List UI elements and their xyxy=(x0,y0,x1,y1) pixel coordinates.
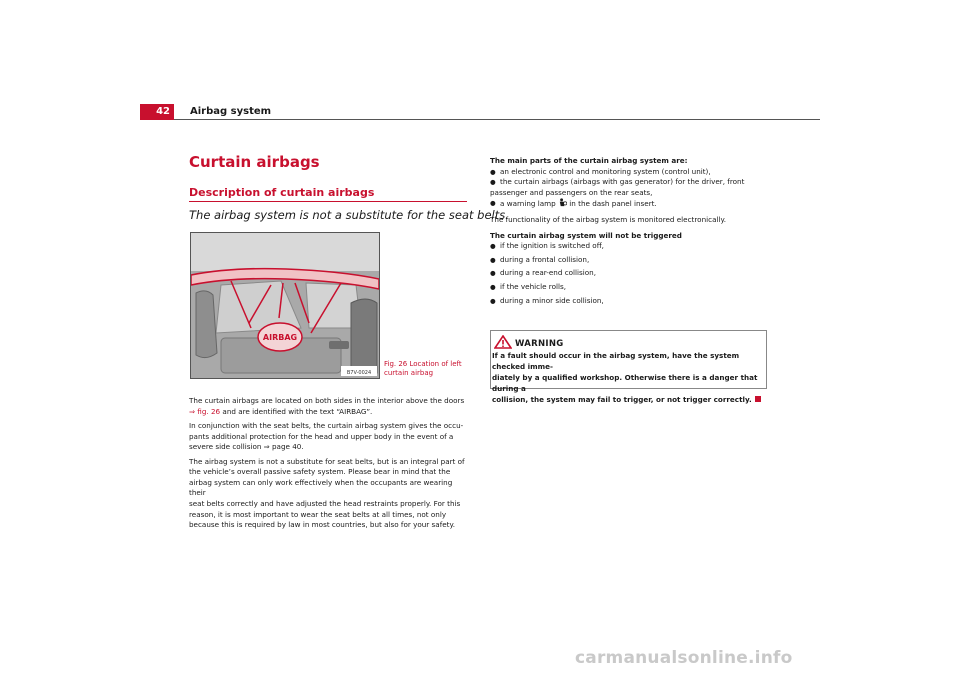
header-rule xyxy=(174,119,820,120)
paragraph xyxy=(189,396,469,417)
text-line: diately by a qualified workshop. Otherwise there is a danger that during a xyxy=(492,373,758,393)
list-item: ● during a minor side collision, xyxy=(490,296,770,307)
left-column xyxy=(189,396,469,535)
figure-caption xyxy=(384,360,462,378)
car-interior-illustration xyxy=(191,233,379,378)
text-line: and are identified with the text “AIRBAG”. xyxy=(220,406,373,416)
right-column xyxy=(490,156,770,306)
airbag-label: AIRBAG xyxy=(262,333,298,342)
list-item xyxy=(490,198,770,210)
caption-line: Fig. 26 Location of left xyxy=(384,360,462,368)
list-item: ● if the vehicle rolls, xyxy=(490,282,770,293)
text-line: In conjunction with the seat belts, the curtain airbag system gives the occu- xyxy=(189,420,464,430)
text-line: severe side collision ⇒ page 40. xyxy=(189,442,304,452)
list-item: ● an electronic control and monitoring system (control unit), xyxy=(490,167,770,178)
watermark: carmanualsonline.info xyxy=(575,648,793,668)
section-title: Curtain airbags xyxy=(189,153,320,171)
text-line: because this is required by law in most countries, but also for your safety. xyxy=(189,520,455,530)
list-item: ● during a frontal collision, xyxy=(490,255,770,266)
text-line: collision, the system may fail to trigger, or not trigger correctly. xyxy=(492,395,752,404)
not-triggered-heading: The curtain airbag system will not be triggered xyxy=(490,230,682,240)
text-line: pants additional protection for the head and upper body in the event of a xyxy=(189,431,454,441)
text-line: in the dash panel insert. xyxy=(567,199,657,209)
list-item: ● if the ignition is switched off, xyxy=(490,241,770,252)
list-item-continued: passenger and passengers on the rear seats, xyxy=(490,187,653,197)
paragraph xyxy=(189,421,469,453)
end-marker-icon xyxy=(755,396,761,402)
main-parts-heading: The main parts of the curtain airbag system are: xyxy=(490,156,688,165)
monitor-text: The functionality of the airbag system is monitored electronically. xyxy=(490,214,726,224)
list-item xyxy=(490,177,770,188)
text-line: reason, it is most important to wear the seat belts at all times, not only xyxy=(189,509,447,519)
intro-text: The airbag system is not a substitute for the seat belts. xyxy=(189,208,509,222)
text-line: If a fault should occur in the airbag system, have the system checked imme- xyxy=(492,351,740,371)
text-line: seat belts correctly and have adjusted the head restraints properly. For this xyxy=(189,498,461,508)
text-line: airbag system can only work effectively when the occupants are wearing their xyxy=(189,477,453,498)
paragraph xyxy=(189,457,469,531)
figure-code: B7V-0024 xyxy=(346,370,372,376)
list-item: ● during a rear-end collision, xyxy=(490,268,770,279)
text-line: a warning lamp xyxy=(500,199,559,209)
section-subtitle: Description of curtain airbags xyxy=(189,186,375,199)
warning-text xyxy=(492,350,764,405)
subtitle-rule xyxy=(189,201,467,202)
figure-reference-link[interactable]: ⇒ fig. 26 xyxy=(189,406,221,416)
text-line: the curtain airbags (airbags with gas generator) for the driver, front xyxy=(500,177,745,187)
page-number: 42 xyxy=(140,104,174,120)
curtain-airbag-figure xyxy=(190,232,380,379)
text-line: The airbag system is not a substitute for seat belts, but is an integral part of xyxy=(189,456,465,466)
warning-triangle-icon xyxy=(494,335,512,349)
caption-line: curtain airbag xyxy=(384,369,434,377)
running-head: Airbag system xyxy=(190,106,272,117)
text-line: The curtain airbags are located on both sides in the interior above the doors xyxy=(189,396,465,405)
text-line: the vehicle’s overall passive safety system. Please bear in mind that the xyxy=(189,467,451,477)
airbag-warning-lamp-icon xyxy=(558,198,567,207)
warning-title: WARNING xyxy=(515,339,564,349)
